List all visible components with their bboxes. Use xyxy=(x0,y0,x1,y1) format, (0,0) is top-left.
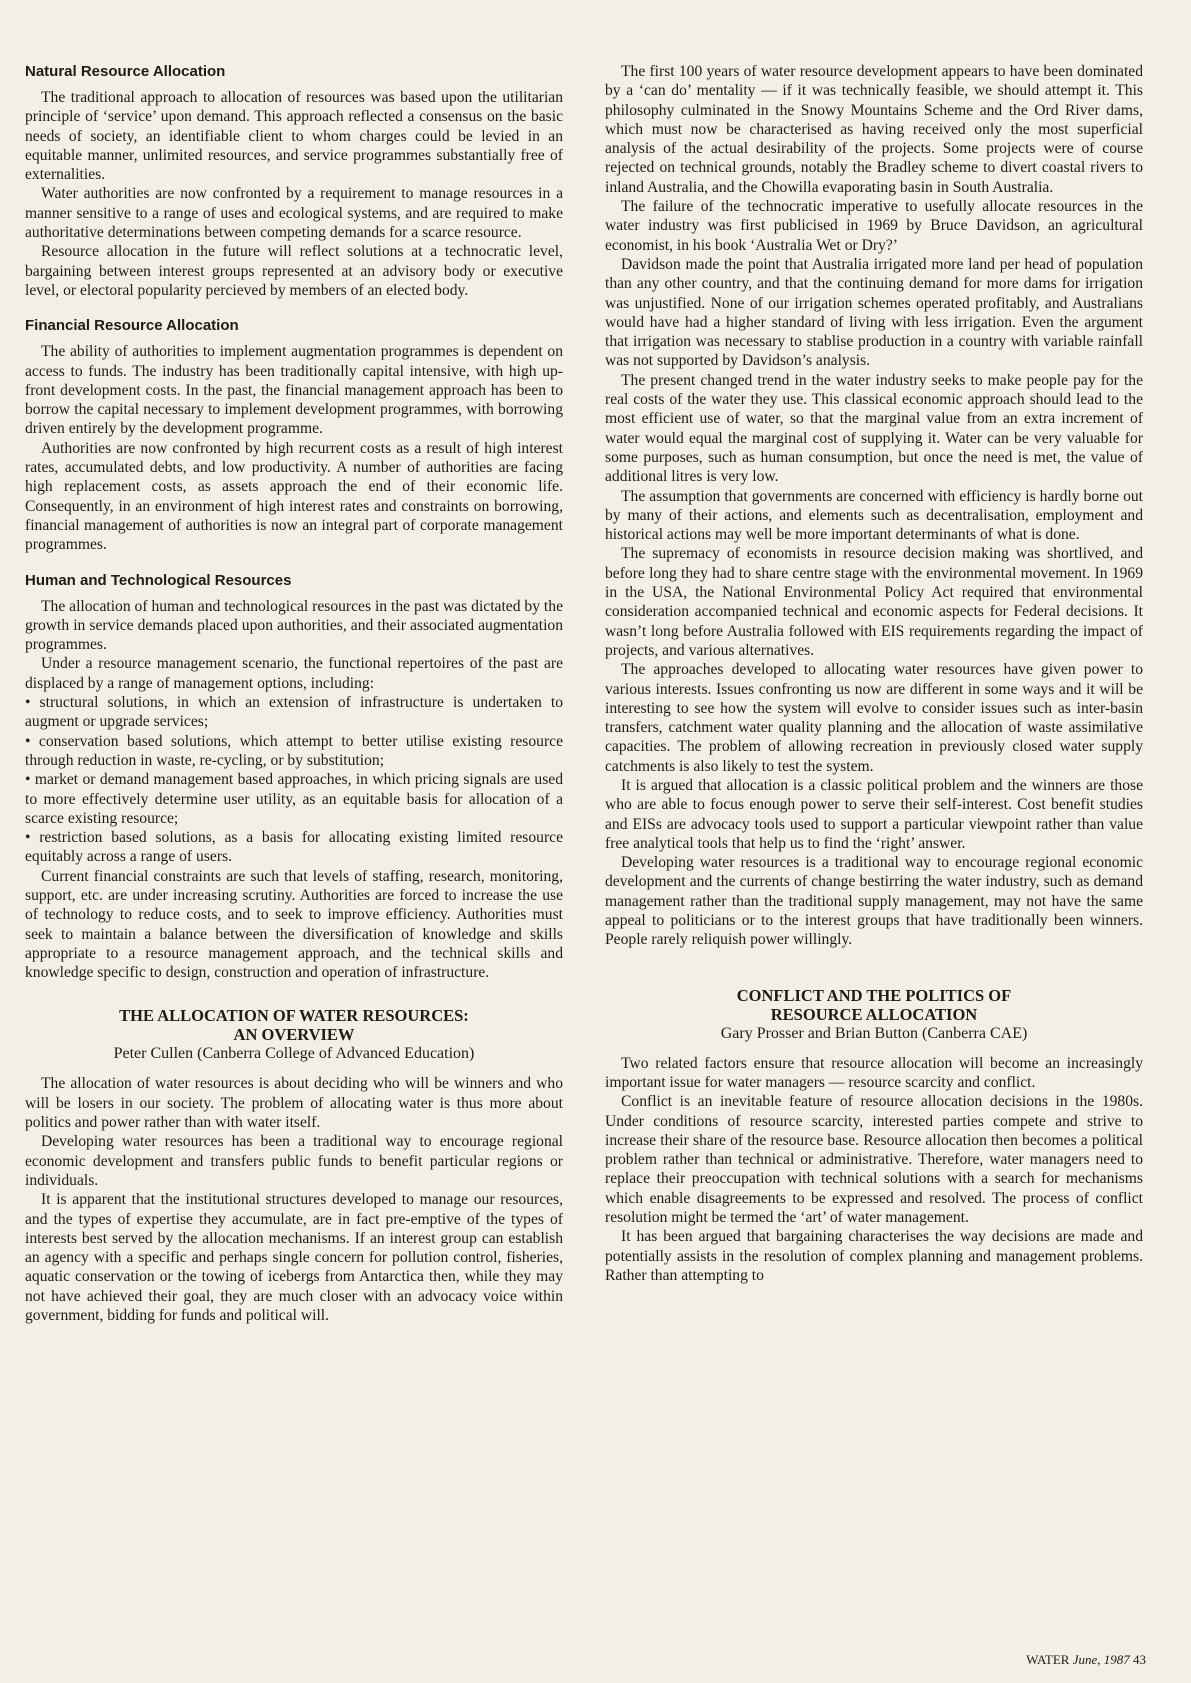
paragraph: The traditional approach to allocation of resources was based upon the utilitarian principle of ‘service’ upon demand. This approach reflected a consensus on the basic needs of society, an identifiable client to whom charges could be levied in an equitable manner, unlimited resources, and service programmes substantially free of externalities. xyxy=(25,89,563,184)
paragraph: Resource allocation in the future will reflect solutions at a technocratic level, bargaining between interest groups represented at an advisory body or executive level, or electoral popularity percieved by members of an elected body. xyxy=(25,243,563,299)
paragraph: The assumption that governments are concerned with efficiency is hardly borne out by many of their actions, and elements such as decentralisation, employment and historical actions may well be more important determinants of what is done. xyxy=(605,487,1143,544)
paragraph: Water authorities are now confronted by a requirement to manage resources in a manner sensitive to a range of uses and ecological systems, and are required to make authoritative determinations between competing demands for a scarce resource. xyxy=(25,185,563,242)
paragraph: Davidson made the point that Australia irrigated more land per head of population than any other country, and that the continuing demand for more dams for irrigation was unjustified. None of our irrigation schemes operated profitably, and Australians would have had a higher standard of living with less irrigation. Even the argument that irrigation was necessary to stablise production in a country with variable rainfall was not supported by Davidson’s analysis. xyxy=(605,255,1143,370)
financial-resource-section xyxy=(25,316,563,554)
left-column xyxy=(25,62,563,1325)
paragraph: Developing water resources is a traditional way to encourage regional economic development and the currents of change bestirring the water industry, such as demand management rather than the traditional supply management, may not have the same appeal to politicians or to the interest groups that have traditionally been winners. People rarely reliquish power willingly. xyxy=(605,854,1143,949)
article-header-allocation xyxy=(25,1006,563,1064)
paragraph: Two related factors ensure that resource allocation will become an increasingly important issue for water managers — resource scarcity and conflict. xyxy=(605,1054,1143,1091)
paragraph: The supremacy of economists in resource decision making was shortlived, and before long they had to share centre stage with the environmental movement. In 1969 in the USA, the National Environmental Policy Act required that environmental consideration accompanied technical and economic aspects for Federal decisions. It wasn’t long before Australia followed with EIS requirements regarding the impact of projects, and various alternatives. xyxy=(605,545,1143,659)
natural-resource-section xyxy=(25,62,563,300)
paragraph: The approaches developed to allocating water resources have given power to various interests. Issues confronting us now are different in some ways and it will be interesting to see how the system will evolve to consider issues such as inter-basin transfers, catchment water quality planning and the allocation of waste assimilative capacities. The problem of allowing recreation in previously closed water supply catchments is also likely to test the system. xyxy=(605,661,1143,775)
paragraph: Under a resource management scenario, the functional repertoires of the past are displaced by a range of management options, including: xyxy=(25,655,563,692)
article-title: CONFLICT AND THE POLITICS OF xyxy=(736,985,1012,1005)
article-conflict-body xyxy=(605,1054,1143,1286)
paragraph: Current financial constraints are such that levels of staffing, research, monitoring, support, etc. are under increasing scrutiny. Authorities are forced to increase the use of technology to reduce costs, and to seek to improve efficiency. Authorities must seek to maintain a balance between the diversification of knowledge and skills appropriate to a resource management approach, and the technical skills and knowledge specific to design, construction and operation of infrastructure. xyxy=(25,867,563,982)
page-footer xyxy=(1026,1652,1146,1668)
paragraph: The failure of the technocratic imperative to usefully allocate resources in the water industry was first publicised in 1969 by Bruce Davidson, an agricultural economist, in his book ‘Australia Wet or Dry?’ xyxy=(605,198,1143,254)
section-heading: Natural Resource Allocation xyxy=(25,63,226,80)
right-column xyxy=(605,62,1143,1285)
issue-date: June, 1987 xyxy=(1072,1652,1130,1667)
paragraph: The first 100 years of water resource development appears to have been dominated by a ‘can do’ mentality — if it was technically feasible, we should attempt it. This philosophy culminated in the Snowy Mountains Scheme and the Ord River dams, which must now be characterised as having received only the most superficial analysis of the actual desirability of the projects. Some projects were of course rejected on technical grounds, notably the Bradley scheme to divert coastal rivers to inland Australia, and the Chowilla evaporating basin in South Australia. xyxy=(605,63,1143,196)
paragraph: It is apparent that the institutional structures developed to manage our resources, and the types of expertise they accumulate, are in fact pre-emptive of the types of interests best served by the allocation mechanisms. If an interest group can establish an agency with a specific and perhaps single concern for pollution control, fisheries, aquatic conservation or the towing of icebergs from Antarctica then, while they may not have achieved their goal, they are much closer with an advocacy voice within government, bidding for funds and political will. xyxy=(25,1191,563,1325)
bullet-item: • restriction based solutions, as a basis for allocating existing limited resource equitably across a range of users. xyxy=(25,829,563,866)
bullet-item: • structural solutions, in which an extension of infrastructure is undertaken to augment or upgrade services; xyxy=(25,694,563,731)
paragraph: Authorities are now confronted by high recurrent costs as a result of high interest rates, accumulated debts, and low productivity. A number of authorities are facing high replacement costs, as assets approach the end of their economic life. Consequently, in an environment of high interest rates and constraints on borrowing, financial management of authorities is now an integral part of corporate management programmes. xyxy=(25,439,563,554)
paragraph: The ability of authorities to implement augmentation programmes is dependent on access to funds. The industry has been traditionally capital intensive, with high up-front development costs. In the past, the financial management approach has been to borrow the capital necessary to implement development programmes, with borrowing driven entirely by the development programme. xyxy=(25,343,563,438)
article-allocation-body-right xyxy=(605,62,1143,950)
article-title: THE ALLOCATION OF WATER RESOURCES: xyxy=(119,1006,469,1026)
article-allocation-body-left xyxy=(25,1074,563,1325)
article-header-conflict xyxy=(605,986,1143,1044)
paragraph: It has been argued that bargaining characterises the way decisions are made and potentially assists in the resolution of complex planning and management problems. Rather than attempting to xyxy=(605,1228,1143,1284)
article-title: AN OVERVIEW xyxy=(233,1025,355,1045)
page-number: 43 xyxy=(1133,1652,1146,1667)
paragraph: Developing water resources has been a traditional way to encourage regional economic development and transfers public funds to benefit particular regions or individuals. xyxy=(25,1133,563,1189)
human-technological-section xyxy=(25,571,563,983)
section-heading: Financial Resource Allocation xyxy=(25,317,239,335)
section-heading: Human and Technological Resources xyxy=(25,571,292,589)
paragraph: The allocation of water resources is about deciding who will be winners and who will be losers in our society. The problem of allocating water is thus more about politics and power rather than with water itself. xyxy=(25,1075,563,1132)
bullet-item: • market or demand management based approaches, in which pricing signals are used to more effectively determine user utility, as an equitable basis for allocation of a scarce existing resource; xyxy=(25,771,563,827)
paragraph: The allocation of human and technological resources in the past was dictated by the growth in service demands placed upon authorities, and their associated augmentation programmes. xyxy=(25,597,563,654)
article-byline: Gary Prosser and Brian Button (Canberra CAE) xyxy=(720,1024,1028,1042)
magazine-name: WATER xyxy=(1026,1652,1070,1667)
paragraph: The present changed trend in the water industry seeks to make people pay for the real costs of the water they use. This classical economic approach should lead to the most efficient use of water, so that the marginal value from an extra increment of water would equal the marginal cost of supplying it. Water can be very valuable for some purposes, such as human consumption, but once the need is met, the value of additional litres is very low. xyxy=(605,371,1143,486)
article-title: RESOURCE ALLOCATION xyxy=(770,1004,978,1024)
bullet-item: • conservation based solutions, which attempt to better utilise existing resource through reduction in waste, re-cycling, or by substitution; xyxy=(25,732,563,769)
paragraph: It is argued that allocation is a classic political problem and the winners are those who are able to focus enough power to serve their self-interest. Cost benefit studies and EISs are advocacy tools used to support a particular viewpoint rather than value free analytical tools that help us to find the ‘right’ answer. xyxy=(605,776,1143,852)
paragraph: Conflict is an inevitable feature of resource allocation decisions in the 1980s. Under conditions of resource scarcity, interested parties compete and strive to increase their share of the resource base. Resource allocation then becomes a political problem rather than technical or administrative. Therefore, water managers need to replace their preoccupation with technical solutions with a search for mechanisms which enable disagreements to be expressed and resolved. The process of conflict resolution might be termed the ‘art’ of water management. xyxy=(605,1093,1143,1227)
article-byline: Peter Cullen (Canberra College of Advanced Education) xyxy=(113,1045,475,1063)
